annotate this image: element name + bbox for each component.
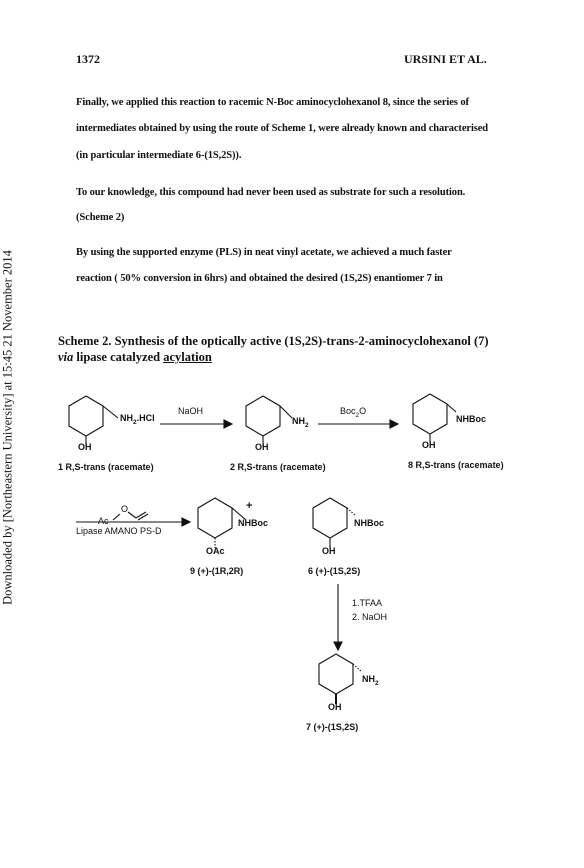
plus-sign: + — [246, 500, 253, 512]
cyclohexane-ring-2 — [246, 396, 280, 436]
compound-label-6: 6 (+)-(1S,2S) — [308, 566, 361, 576]
reagent-naoh: NaOH — [178, 406, 204, 416]
reagent-tfaa: 1.TFAA — [352, 598, 383, 608]
paragraph-line: (Scheme 2) — [76, 212, 125, 223]
download-watermark: Downloaded by [Northeastern University] at 15:45 21 November 2014 — [0, 250, 15, 605]
reagent-lipase: Lipase AMANO PS-D — [76, 526, 162, 536]
oh-label-6: OH — [322, 546, 336, 556]
compound-label-9: 9 (+)-(1R,2R) — [190, 566, 244, 576]
paragraph-line: reaction ( 50% conversion in 6hrs) and obtained the desired (1S,2S) enantiomer 7 in — [76, 273, 443, 284]
cyclohexane-ring-1 — [69, 396, 103, 436]
scheme-caption-via: via — [58, 350, 74, 364]
compound-label-1: 1 R,S-trans (racemate) — [58, 462, 154, 472]
paragraph-line: intermediates obtained by using the route of Scheme 1, were already known and characterised — [76, 123, 489, 134]
paragraph-line: Finally, we applied this reaction to racemic N-Boc aminocyclohexanol 8, since the series of — [76, 97, 469, 108]
group-label-9: NHBoc — [238, 518, 269, 528]
reagent-o: O — [121, 504, 129, 514]
scheme-caption-mid: lipase catalyzed — [73, 350, 164, 364]
running-title: URSINI ET AL. — [404, 52, 487, 66]
reagent-naoh-2: 2. NaOH — [352, 612, 388, 622]
group-label-1: $NH_2.HCl$ — [120, 413, 155, 426]
cyclohexane-ring-8 — [413, 394, 447, 434]
page-number: 1372 — [76, 52, 100, 66]
scheme-caption-acylation: acylation — [163, 350, 212, 364]
cyclohexane-ring-7 — [319, 654, 353, 694]
oh-label-2: OH — [255, 442, 269, 452]
scheme-caption-line1: Scheme 2. Synthesis of the optically active (1S,2S)-trans-2-aminocyclohexanol (7) — [58, 334, 489, 348]
group-label-8: NHBoc — [456, 414, 487, 424]
cyclohexane-ring-6 — [313, 498, 347, 538]
group-label-7: $NH_2$ — [362, 674, 379, 687]
oh-label-9: OAc — [206, 546, 225, 556]
compound-label-8: 8 R,S-trans (racemate) — [408, 460, 504, 470]
group-label-2: $NH_2$ — [292, 416, 309, 429]
paragraph-line: To our knowledge, this compound had never been used as substrate for such a resolution. — [76, 187, 466, 198]
group-label-6: NHBoc — [354, 518, 385, 528]
reagent-ac: Ac — [98, 516, 109, 526]
oh-label-1: OH — [78, 442, 92, 452]
oh-label-7: OH — [328, 702, 342, 712]
paragraph-line: By using the supported enzyme (PLS) in neat vinyl acetate, we achieved a much faster — [76, 247, 452, 258]
reagent-boc2o: Boc$_2$O — [340, 406, 367, 419]
oh-label-8: OH — [422, 440, 436, 450]
paragraph-line: (in particular intermediate 6-(1S,2S)). — [76, 150, 242, 161]
cyclohexane-ring-9 — [198, 498, 232, 538]
compound-label-7: 7 (+)-(1S,2S) — [306, 722, 359, 732]
compound-label-2: 2 R,S-trans (racemate) — [230, 462, 326, 472]
